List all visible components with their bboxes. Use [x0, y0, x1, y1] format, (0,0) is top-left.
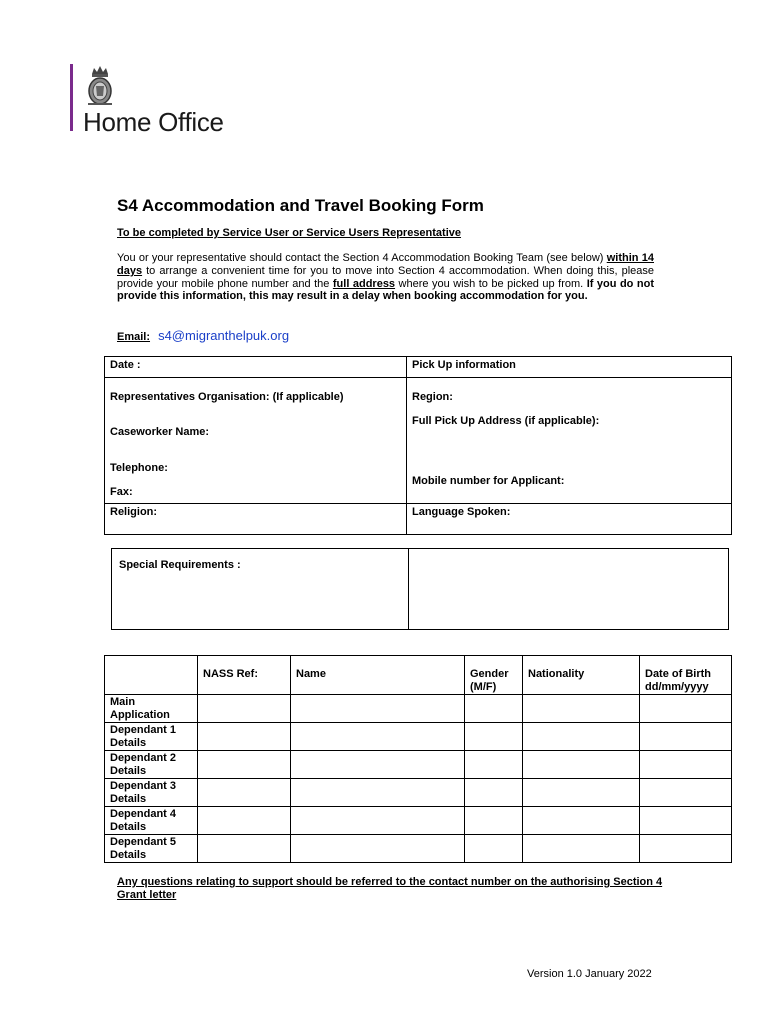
- email-link[interactable]: s4@migranthelpuk.org: [158, 328, 290, 343]
- table-cell[interactable]: [198, 779, 291, 807]
- table-cell[interactable]: [640, 835, 732, 863]
- email-row: [117, 328, 289, 343]
- royal-crest-icon: [82, 64, 118, 108]
- table-cell[interactable]: [291, 751, 465, 779]
- table-cell[interactable]: [198, 835, 291, 863]
- table-cell[interactable]: [291, 695, 465, 723]
- fax-field[interactable]: Fax:: [110, 486, 133, 498]
- table-cell[interactable]: [465, 751, 523, 779]
- language-field[interactable]: Language Spoken:: [407, 504, 732, 535]
- contact-cell[interactable]: [105, 378, 407, 504]
- applicants-table: [104, 655, 732, 863]
- table-cell[interactable]: [523, 779, 640, 807]
- table-cell[interactable]: [291, 807, 465, 835]
- logo-bar: [70, 64, 73, 131]
- table-cell[interactable]: [291, 835, 465, 863]
- special-requirements-table: [111, 548, 729, 630]
- table-header: NASS Ref:: [198, 656, 291, 695]
- table-header: [105, 656, 198, 695]
- table-header: Name: [291, 656, 465, 695]
- table-cell[interactable]: [523, 835, 640, 863]
- intro-paragraph: You or your representative should contact the Section 4 Accommodation Booking Team (see below) within 14 days to arrange a convenient time for you to move into Section 4 accommodation. When doing this, please provide your mobile phone number and the full address where you wish to be picked up from. If you do not provide this information, this may result in a delay when booking accommodation for you.: [117, 252, 654, 303]
- row-label: Main Application: [105, 695, 198, 723]
- form-subtitle: To be completed by Service User or Service Users Representative: [117, 227, 462, 239]
- row-label: Dependant 5 Details: [105, 835, 198, 863]
- table-cell[interactable]: [640, 723, 732, 751]
- table-cell[interactable]: [465, 723, 523, 751]
- table-cell[interactable]: [198, 723, 291, 751]
- table-cell[interactable]: [523, 723, 640, 751]
- mobile-field[interactable]: Mobile number for Applicant:: [412, 475, 565, 487]
- table-cell[interactable]: [640, 695, 732, 723]
- table-header: Nationality: [523, 656, 640, 695]
- table-cell[interactable]: [291, 723, 465, 751]
- table-header: Gender (M/F): [465, 656, 523, 695]
- form-title: S4 Accommodation and Travel Booking Form: [117, 196, 484, 215]
- table-cell[interactable]: [640, 751, 732, 779]
- date-field[interactable]: Date :: [105, 357, 407, 378]
- region-field[interactable]: Region:: [412, 391, 453, 403]
- religion-field[interactable]: Religion:: [105, 504, 407, 535]
- table-cell[interactable]: [198, 807, 291, 835]
- table-cell[interactable]: [523, 751, 640, 779]
- table-cell[interactable]: [291, 779, 465, 807]
- table-header: Date of Birth dd/mm/yyyy: [640, 656, 732, 695]
- rep-org-field[interactable]: Representatives Organisation: (If applicable): [110, 391, 344, 403]
- table-cell[interactable]: [523, 807, 640, 835]
- row-label: Dependant 2 Details: [105, 751, 198, 779]
- special-requirements-label: Special Requirements :: [112, 549, 409, 630]
- full-address-field[interactable]: Full Pick Up Address (if applicable):: [412, 415, 600, 427]
- caseworker-field[interactable]: Caseworker Name:: [110, 426, 210, 438]
- row-label: Dependant 4 Details: [105, 807, 198, 835]
- table-cell[interactable]: [523, 695, 640, 723]
- telephone-field[interactable]: Telephone:: [110, 462, 168, 474]
- table-cell[interactable]: [465, 835, 523, 863]
- table-cell[interactable]: [465, 807, 523, 835]
- row-label: Dependant 3 Details: [105, 779, 198, 807]
- table-cell[interactable]: [640, 779, 732, 807]
- table-cell[interactable]: [465, 779, 523, 807]
- version-label: Version 1.0 January 2022: [527, 968, 652, 980]
- pickup-info-header: Pick Up information: [407, 357, 732, 378]
- special-requirements-input[interactable]: [409, 549, 729, 630]
- support-note: Any questions relating to support should be referred to the contact number on the authorising Section 4 Grant letter: [117, 876, 663, 901]
- pickup-cell[interactable]: [407, 378, 732, 504]
- table-cell[interactable]: [465, 695, 523, 723]
- row-label: Dependant 1 Details: [105, 723, 198, 751]
- email-label: Email:: [117, 331, 151, 343]
- table-cell[interactable]: [198, 751, 291, 779]
- table-cell[interactable]: [198, 695, 291, 723]
- details-table: [104, 356, 732, 535]
- table-cell[interactable]: [640, 807, 732, 835]
- logo-text: Home Office: [83, 107, 224, 137]
